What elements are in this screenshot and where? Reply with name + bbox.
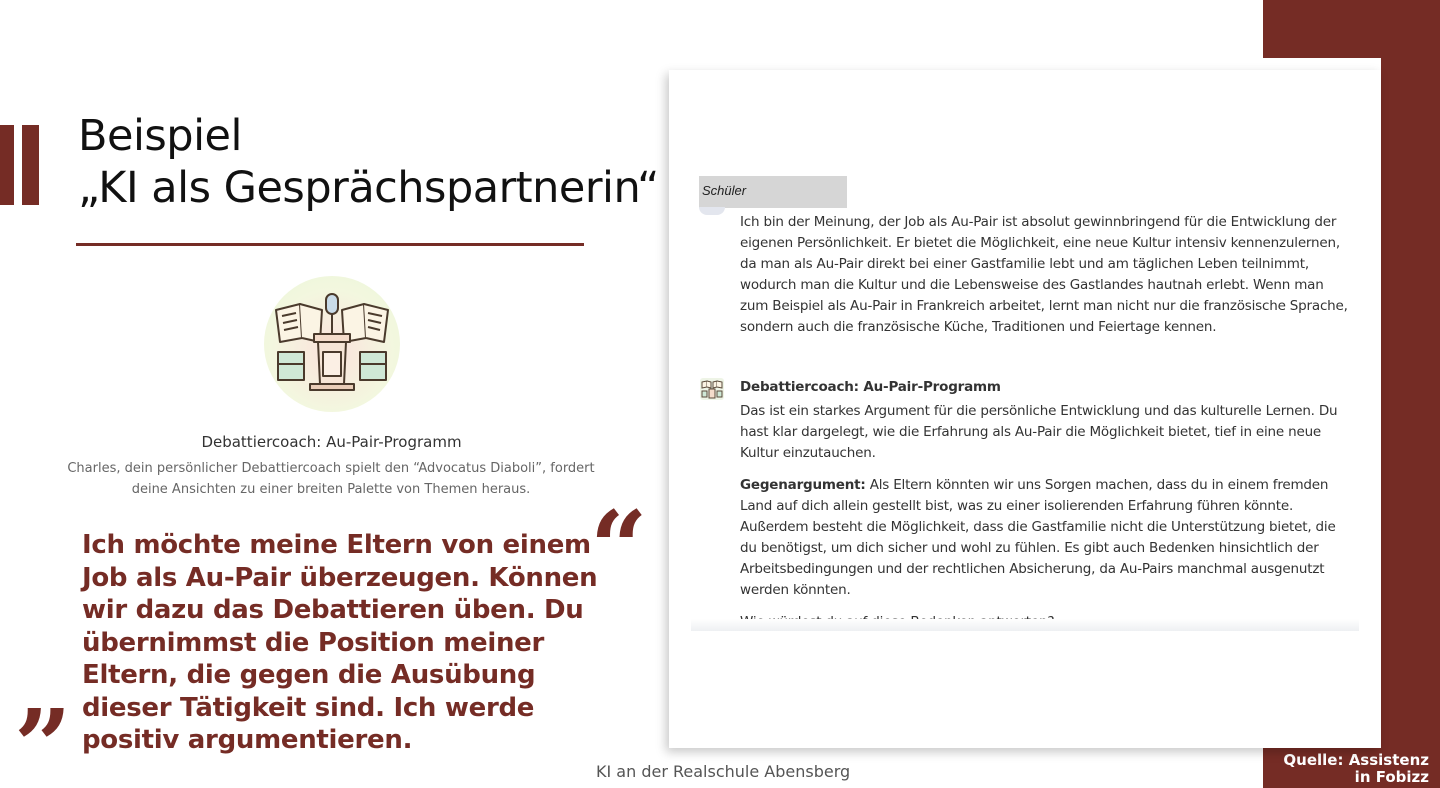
source-note-line2: in Fobizz (1354, 768, 1429, 786)
chat-screenshot (669, 70, 1381, 748)
bot-card-name: Debattiercoach: Au-Pair-Programm (201, 433, 462, 451)
decorative-stripe-right (1381, 0, 1440, 788)
bot-counterargument (740, 475, 1352, 601)
source-note-line1: Quelle: Assistenz (1283, 751, 1429, 769)
slide-footer: KI an der Realschule Abensberg (596, 762, 851, 781)
slide-title (78, 110, 659, 214)
close-quote-icon: ” (14, 687, 72, 788)
user-label: Schüler (699, 176, 847, 208)
counterargument-label: Gegenargument: (740, 477, 866, 493)
slide-title-line1: Beispiel (78, 111, 242, 161)
bot-message-name: Debattiercoach: Au-Pair-Programm (740, 379, 1001, 395)
bot-card-description: Charles, dein persönlicher Debattiercoach spielt den “Advocatus Diaboli”, fordert deine Ansichten zu einer breiten Palette von Themen heraus. (67, 461, 595, 497)
source-note (1229, 752, 1429, 786)
title-underline (76, 243, 584, 246)
user-avatar (699, 207, 725, 215)
counterargument-text: Als Eltern könnten wir uns Sorgen machen, dass du in einem fremden Land auf dich allein gestellt bist, was zu einer isolierenden Erfahrung führen könnte. Außerdem besteht die Möglichkeit, dass die Gastfamilie nicht die Unterstützung bietet, die du benötigst, um dich sicher und wohl zu fühlen. Es gibt auch Bedenken hinsichtlich der Arbeitsbedingungen und der rechtlichen Absicherung, da Au-Pairs manchmal ausgenutzt werden könnten. (740, 477, 1336, 598)
bot-message-paragraph: Das ist ein starkes Argument für die persönliche Entwicklung und das kulturelle Lernen. Du hast klar dargelegt, wie die Erfahrung als Au-Pair die Möglichkeit bietet, tief in eine neue Kultur einzutauchen. (740, 403, 1338, 461)
prompt-text: Ich möchte meine Eltern von einem Job als Au-Pair überzeugen. Können wir dazu das Debattieren üben. Du übernimmst die Position meiner Eltern, die gegen die Ausübung dieser Tätigkeit sind. Ich werde positiv argumentieren. (82, 530, 598, 755)
bot-avatar-small-icon (700, 378, 724, 400)
debate-podium-icon (264, 276, 400, 412)
bot-avatar (264, 276, 400, 412)
open-quote-icon: “ (590, 489, 648, 607)
slide-title-line2: „KI als Gesprächspartnerin“ (78, 163, 659, 213)
user-message: Ich bin der Meinung, der Job als Au-Pair ist absolut gewinnbringend für die Entwicklung der eigenen Persönlichkeit. Er bietet die Möglichkeit, eine neue Kultur intensiv kennenzulernen, da man als Au-Pair direkt bei einer Gastfamilie lebt und am täglichen Leben teilnimmt, wodurch man die Kultur und die Lebensweise des Gastlandes hautnah erlebt. Wenn man zum Beispiel als Au-Pair in Frankreich arbeitet, lernt man nicht nur die französische Sprache, sondern auch die französische Küche, Traditionen und Feiertage kennen. (740, 214, 1348, 335)
bot-message (740, 401, 1352, 644)
chat-fade (691, 619, 1359, 631)
